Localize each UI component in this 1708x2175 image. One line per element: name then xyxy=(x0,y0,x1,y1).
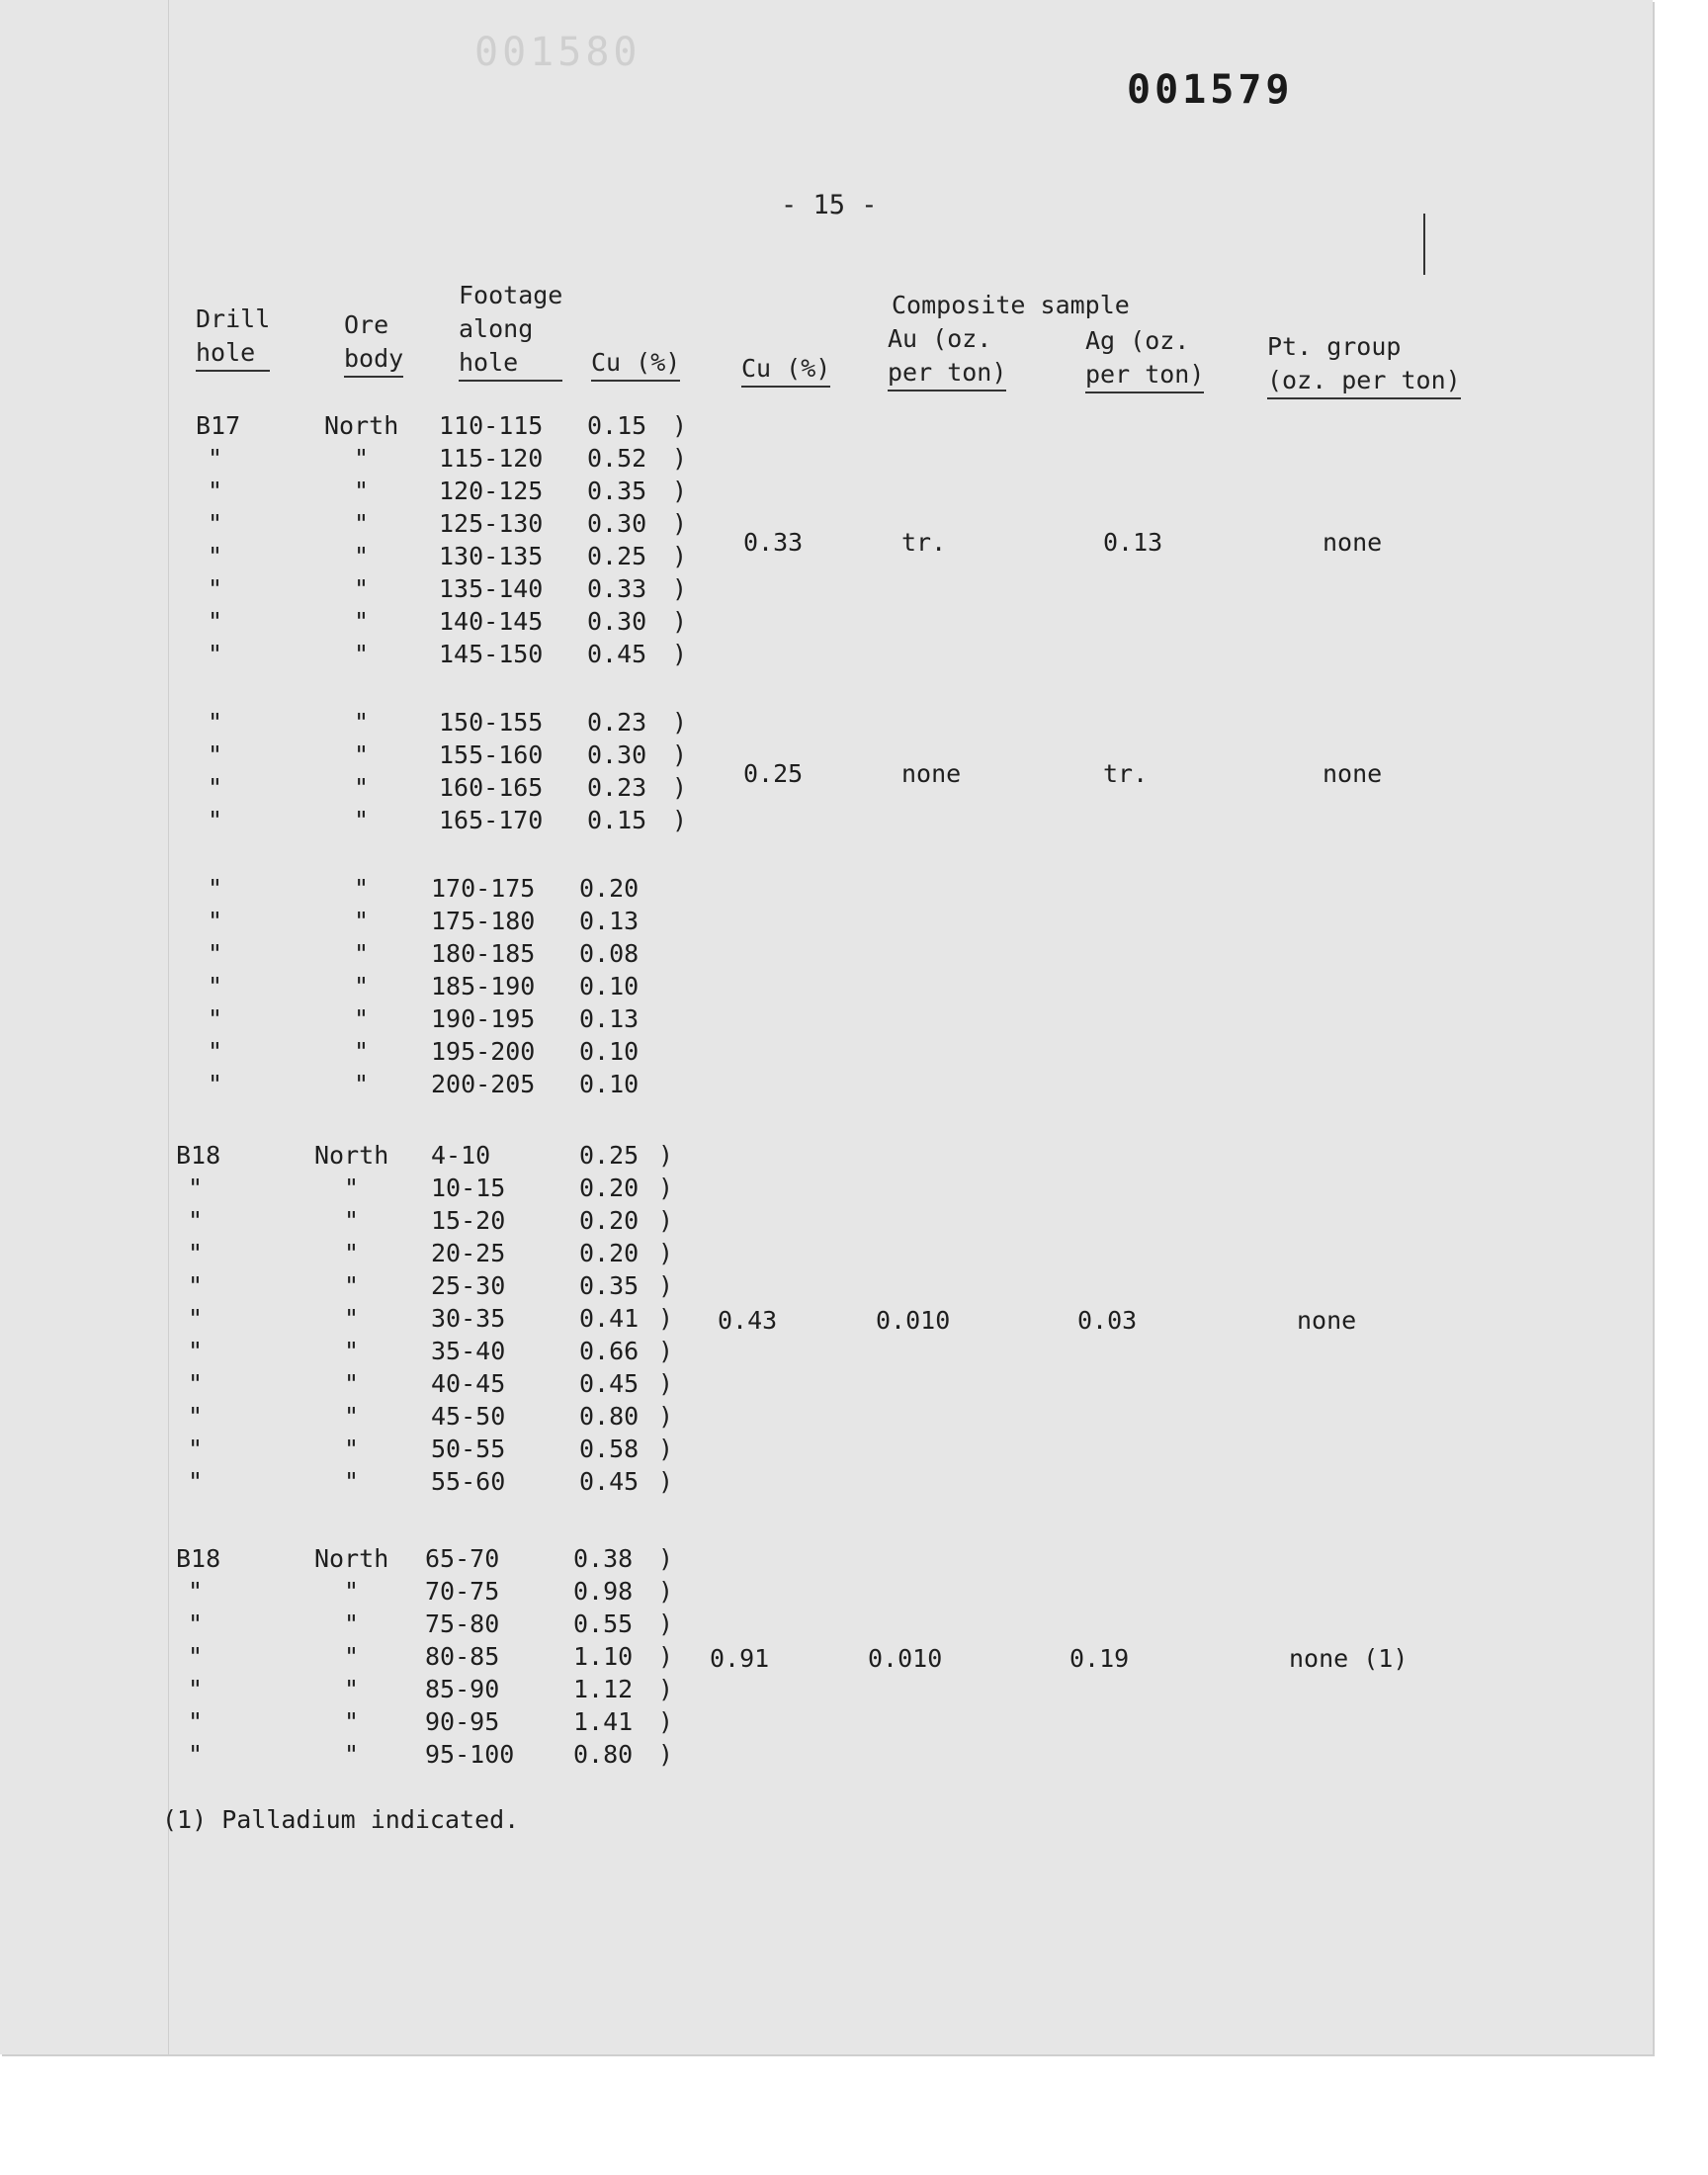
composite-cu: 0.33 xyxy=(743,527,804,557)
header-au: Au (oz. per ton) xyxy=(888,322,1006,392)
cell-body: " xyxy=(354,972,370,1000)
cell-cu: 0.10 xyxy=(579,1070,640,1098)
cell-cu: 0.08 xyxy=(579,939,640,968)
bracket-mark: ) xyxy=(672,509,688,538)
cell-body: " xyxy=(354,874,370,903)
cell-foot: 95-100 xyxy=(425,1740,515,1769)
cell-body: " xyxy=(354,939,370,968)
header-composite-cu: Cu (%) xyxy=(741,352,830,388)
cell-hole: " xyxy=(208,542,223,570)
composite-au: tr. xyxy=(901,527,947,557)
cell-cu: 0.98 xyxy=(573,1577,634,1606)
cell-hole: " xyxy=(208,1004,223,1033)
cell-hole: " xyxy=(208,907,223,935)
cell-foot: 130-135 xyxy=(439,542,544,570)
cell-hole: " xyxy=(188,1435,204,1463)
cell-foot: 10-15 xyxy=(431,1174,506,1202)
cell-body: " xyxy=(344,1402,360,1431)
cell-hole: " xyxy=(188,1304,204,1333)
cell-cu: 0.30 xyxy=(587,607,647,636)
cell-hole: " xyxy=(208,607,223,636)
cell-hole: " xyxy=(188,1610,204,1638)
cell-foot: 135-140 xyxy=(439,574,544,603)
composite-ag: 0.03 xyxy=(1077,1306,1138,1335)
bracket-mark: ) xyxy=(658,1707,674,1736)
header-ore-body: Ore body xyxy=(344,308,403,378)
cell-body: " xyxy=(354,708,370,737)
bracket-mark: ) xyxy=(672,607,688,636)
cell-foot: 195-200 xyxy=(431,1037,536,1066)
bracket-mark: ) xyxy=(658,1740,674,1769)
cell-body: " xyxy=(354,1070,370,1098)
header-composite-sample: Composite sample xyxy=(892,291,1130,319)
cell-cu: 0.41 xyxy=(579,1304,640,1333)
cell-body: " xyxy=(354,542,370,570)
bracket-mark: ) xyxy=(672,574,688,603)
cell-cu: 0.23 xyxy=(587,773,647,802)
cell-hole: " xyxy=(188,1675,204,1703)
cell-body: " xyxy=(354,574,370,603)
bracket-mark: ) xyxy=(672,773,688,802)
cell-cu: 1.12 xyxy=(573,1675,634,1703)
bracket-mark: ) xyxy=(672,477,688,505)
cell-cu: 0.35 xyxy=(587,477,647,505)
cell-hole: " xyxy=(208,806,223,834)
cell-foot: 110-115 xyxy=(439,411,544,440)
cell-cu: 0.35 xyxy=(579,1271,640,1300)
bracket-mark: ) xyxy=(658,1141,674,1170)
cell-cu: 0.30 xyxy=(587,740,647,769)
cell-cu: 0.20 xyxy=(579,1239,640,1267)
cell-cu: 0.52 xyxy=(587,444,647,473)
cell-cu: 0.80 xyxy=(579,1402,640,1431)
cell-body: " xyxy=(354,740,370,769)
cell-body: " xyxy=(344,1271,360,1300)
bleed-through-number: 001580 xyxy=(474,30,641,75)
cell-foot: 170-175 xyxy=(431,874,536,903)
cell-cu: 0.13 xyxy=(579,1004,640,1033)
cell-foot: 150-155 xyxy=(439,708,544,737)
cell-hole: " xyxy=(208,477,223,505)
composite-ag: tr. xyxy=(1103,758,1149,788)
bracket-mark: ) xyxy=(658,1174,674,1202)
cell-hole: " xyxy=(188,1467,204,1496)
bracket-mark: ) xyxy=(672,444,688,473)
cell-foot: 165-170 xyxy=(439,806,544,834)
cell-body: " xyxy=(354,509,370,538)
cell-hole: " xyxy=(208,939,223,968)
cell-body: " xyxy=(344,1740,360,1769)
composite-ag: 0.19 xyxy=(1069,1644,1130,1673)
cell-hole: B18 xyxy=(176,1544,221,1573)
cell-cu: 1.41 xyxy=(573,1707,634,1736)
bracket-mark: ) xyxy=(672,542,688,570)
cell-foot: 190-195 xyxy=(431,1004,536,1033)
composite-au: 0.010 xyxy=(868,1644,943,1673)
cell-body: " xyxy=(344,1642,360,1671)
cell-hole: " xyxy=(208,509,223,538)
bracket-mark: ) xyxy=(658,1402,674,1431)
composite-cu: 0.25 xyxy=(743,758,804,788)
bracket-mark: ) xyxy=(658,1544,674,1573)
header-pt-group: Pt. group (oz. per ton) xyxy=(1267,330,1461,399)
bracket-mark: ) xyxy=(672,411,688,440)
cell-body: " xyxy=(344,1435,360,1463)
composite-au: 0.010 xyxy=(876,1306,951,1335)
cell-hole: " xyxy=(188,1707,204,1736)
cell-body: " xyxy=(344,1577,360,1606)
cell-foot: 185-190 xyxy=(431,972,536,1000)
cell-foot: 80-85 xyxy=(425,1642,500,1671)
cell-foot: 155-160 xyxy=(439,740,544,769)
cell-body: " xyxy=(354,806,370,834)
header-drill-hole: Drill hole xyxy=(196,303,270,372)
cell-hole: " xyxy=(188,1402,204,1431)
cell-hole: " xyxy=(188,1174,204,1202)
cell-body: " xyxy=(354,773,370,802)
cell-body: " xyxy=(344,1707,360,1736)
cell-hole: " xyxy=(188,1740,204,1769)
cell-foot: 50-55 xyxy=(431,1435,506,1463)
cell-hole: " xyxy=(208,1070,223,1098)
cell-hole: " xyxy=(188,1206,204,1235)
cell-cu: 0.23 xyxy=(587,708,647,737)
cell-cu: 0.33 xyxy=(587,574,647,603)
cell-foot: 200-205 xyxy=(431,1070,536,1098)
cell-body: " xyxy=(354,640,370,668)
bracket-mark: ) xyxy=(658,1675,674,1703)
cell-cu: 0.20 xyxy=(579,1174,640,1202)
cell-foot: 115-120 xyxy=(439,444,544,473)
header-footage: Footage along hole xyxy=(459,279,562,382)
cell-hole: " xyxy=(188,1642,204,1671)
cell-body: " xyxy=(344,1174,360,1202)
cell-body: " xyxy=(354,444,370,473)
cell-hole: " xyxy=(188,1239,204,1267)
cell-cu: 0.10 xyxy=(579,1037,640,1066)
bracket-mark: ) xyxy=(672,708,688,737)
cell-body: North xyxy=(314,1141,389,1170)
cell-hole: " xyxy=(208,574,223,603)
cell-cu: 0.45 xyxy=(587,640,647,668)
cell-cu: 0.15 xyxy=(587,411,647,440)
cell-foot: 4-10 xyxy=(431,1141,491,1170)
header-ag: Ag (oz. per ton) xyxy=(1085,324,1204,393)
cell-foot: 55-60 xyxy=(431,1467,506,1496)
cell-cu: 0.15 xyxy=(587,806,647,834)
page-number: - 15 - xyxy=(781,190,878,220)
cell-foot: 85-90 xyxy=(425,1675,500,1703)
margin-mark xyxy=(1423,214,1425,275)
bracket-mark: ) xyxy=(658,1206,674,1235)
cell-cu: 0.80 xyxy=(573,1740,634,1769)
cell-body: North xyxy=(324,411,399,440)
composite-au: none xyxy=(901,758,962,788)
cell-cu: 0.13 xyxy=(579,907,640,935)
bracket-mark: ) xyxy=(658,1304,674,1333)
cell-hole: " xyxy=(208,972,223,1000)
cell-foot: 65-70 xyxy=(425,1544,500,1573)
header-cu: Cu (%) xyxy=(591,346,680,382)
bracket-mark: ) xyxy=(658,1271,674,1300)
cell-foot: 120-125 xyxy=(439,477,544,505)
cell-cu: 0.25 xyxy=(587,542,647,570)
cell-body: " xyxy=(344,1304,360,1333)
cell-cu: 0.58 xyxy=(579,1435,640,1463)
cell-cu: 1.10 xyxy=(573,1642,634,1671)
bracket-mark: ) xyxy=(672,806,688,834)
cell-cu: 0.45 xyxy=(579,1369,640,1398)
cell-foot: 15-20 xyxy=(431,1206,506,1235)
cell-cu: 0.38 xyxy=(573,1544,634,1573)
composite-pt: none xyxy=(1323,758,1383,788)
cell-hole: " xyxy=(208,1037,223,1066)
cell-hole: B17 xyxy=(196,411,241,440)
cell-foot: 25-30 xyxy=(431,1271,506,1300)
cell-hole: " xyxy=(208,740,223,769)
cell-hole: " xyxy=(208,640,223,668)
cell-foot: 125-130 xyxy=(439,509,544,538)
cell-foot: 145-150 xyxy=(439,640,544,668)
cell-cu: 0.20 xyxy=(579,874,640,903)
cell-hole: " xyxy=(208,773,223,802)
cell-cu: 0.30 xyxy=(587,509,647,538)
bracket-mark: ) xyxy=(658,1369,674,1398)
cell-cu: 0.55 xyxy=(573,1610,634,1638)
cell-hole: " xyxy=(188,1337,204,1365)
cell-body: " xyxy=(344,1675,360,1703)
cell-foot: 75-80 xyxy=(425,1610,500,1638)
cell-cu: 0.45 xyxy=(579,1467,640,1496)
bracket-mark: ) xyxy=(658,1467,674,1496)
composite-ag: 0.13 xyxy=(1103,527,1163,557)
bracket-mark: ) xyxy=(658,1337,674,1365)
bracket-mark: ) xyxy=(658,1577,674,1606)
cell-foot: 45-50 xyxy=(431,1402,506,1431)
bracket-mark: ) xyxy=(672,740,688,769)
cell-foot: 90-95 xyxy=(425,1707,500,1736)
composite-pt: none xyxy=(1297,1306,1357,1335)
cell-body: " xyxy=(344,1239,360,1267)
composite-cu: 0.43 xyxy=(718,1306,778,1335)
document-number: 001579 xyxy=(1127,67,1294,113)
cell-foot: 20-25 xyxy=(431,1239,506,1267)
cell-foot: 30-35 xyxy=(431,1304,506,1333)
cell-hole: " xyxy=(188,1369,204,1398)
composite-pt: none (1) xyxy=(1289,1644,1409,1673)
cell-body: " xyxy=(344,1369,360,1398)
cell-foot: 175-180 xyxy=(431,907,536,935)
cell-body: " xyxy=(344,1337,360,1365)
composite-pt: none xyxy=(1323,527,1383,557)
cell-body: " xyxy=(344,1467,360,1496)
cell-body: North xyxy=(314,1544,389,1573)
cell-body: " xyxy=(344,1610,360,1638)
cell-cu: 0.66 xyxy=(579,1337,640,1365)
cell-hole: " xyxy=(208,444,223,473)
cell-foot: 160-165 xyxy=(439,773,544,802)
bracket-mark: ) xyxy=(658,1435,674,1463)
cell-hole: B18 xyxy=(176,1141,221,1170)
composite-cu: 0.91 xyxy=(710,1644,770,1673)
footnote: (1) Palladium indicated. xyxy=(162,1805,520,1834)
cell-cu: 0.20 xyxy=(579,1206,640,1235)
cell-hole: " xyxy=(188,1577,204,1606)
cell-foot: 140-145 xyxy=(439,607,544,636)
cell-foot: 180-185 xyxy=(431,939,536,968)
cell-hole: " xyxy=(208,874,223,903)
cell-body: " xyxy=(354,607,370,636)
bracket-mark: ) xyxy=(658,1239,674,1267)
cell-body: " xyxy=(344,1206,360,1235)
cell-body: " xyxy=(354,907,370,935)
cell-body: " xyxy=(354,1037,370,1066)
cell-hole: " xyxy=(188,1271,204,1300)
bracket-mark: ) xyxy=(658,1610,674,1638)
cell-body: " xyxy=(354,477,370,505)
cell-foot: 70-75 xyxy=(425,1577,500,1606)
page-edge-line xyxy=(168,0,169,2054)
bracket-mark: ) xyxy=(658,1642,674,1671)
bracket-mark: ) xyxy=(672,640,688,668)
cell-foot: 40-45 xyxy=(431,1369,506,1398)
cell-hole: " xyxy=(208,708,223,737)
cell-body: " xyxy=(354,1004,370,1033)
cell-cu: 0.25 xyxy=(579,1141,640,1170)
cell-cu: 0.10 xyxy=(579,972,640,1000)
cell-foot: 35-40 xyxy=(431,1337,506,1365)
